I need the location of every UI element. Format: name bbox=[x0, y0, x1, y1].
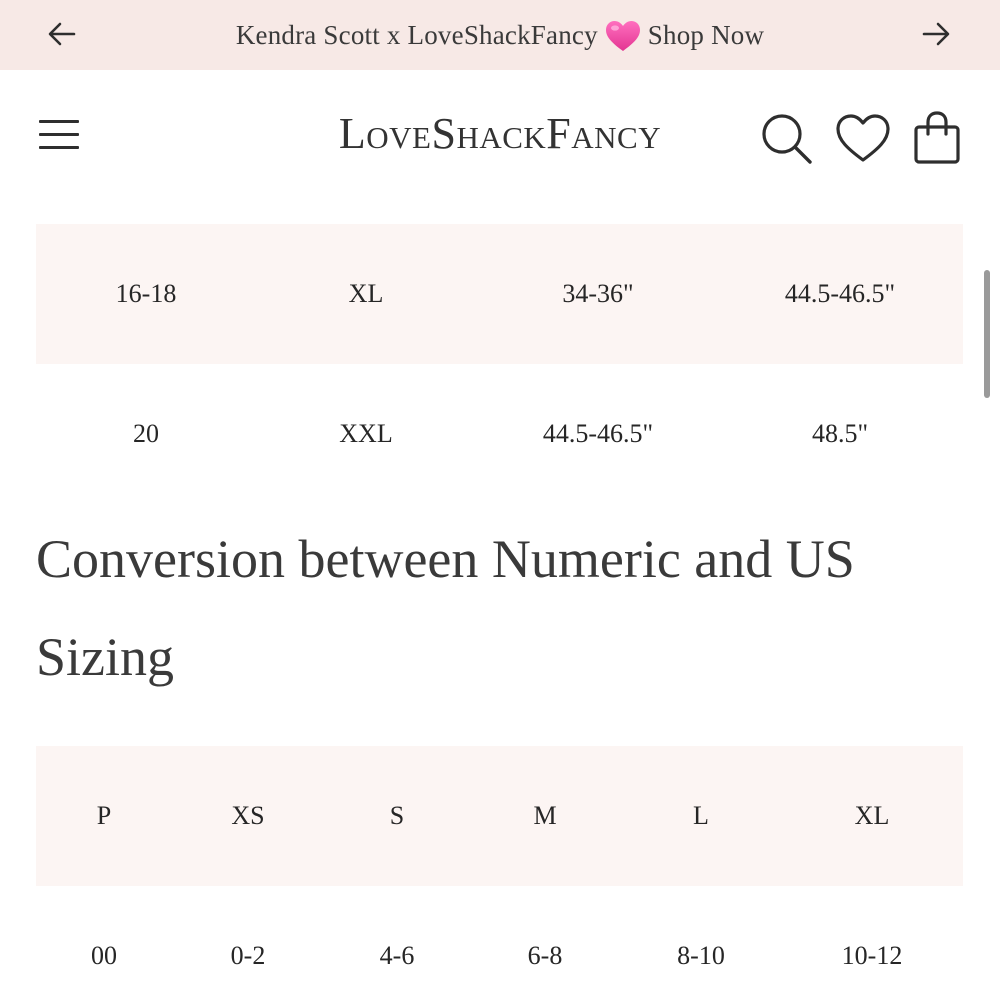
search-icon bbox=[758, 110, 816, 168]
table-row bbox=[36, 224, 963, 364]
section-title: Conversion between Numeric and US Sizing bbox=[36, 529, 855, 687]
site-header bbox=[0, 70, 1000, 210]
table-row bbox=[36, 364, 963, 504]
table-cell: 4-6 bbox=[379, 941, 415, 970]
table-cell: XL bbox=[348, 279, 384, 308]
announcement-bar bbox=[0, 0, 1000, 70]
previous-announcement-button[interactable] bbox=[42, 14, 82, 54]
wishlist-button[interactable] bbox=[834, 110, 892, 172]
announcement-link[interactable] bbox=[236, 17, 764, 53]
table-cell: 00 bbox=[91, 941, 117, 970]
table-header-row bbox=[36, 746, 963, 886]
arrow-left-icon bbox=[46, 18, 78, 50]
table-header-cell: P bbox=[96, 801, 112, 830]
scrollbar[interactable] bbox=[984, 270, 990, 398]
table-header-cell: XS bbox=[231, 801, 265, 830]
menu-icon-bar bbox=[39, 133, 79, 136]
menu-icon-bar bbox=[39, 146, 79, 149]
table-cell: 34-36" bbox=[562, 279, 634, 308]
table-cell: 8-10 bbox=[677, 941, 725, 970]
shop-now-text: Shop Now bbox=[647, 19, 765, 50]
pink-heart-icon bbox=[604, 19, 642, 53]
announcement-text: Kendra Scott x LoveShackFancy bbox=[235, 19, 598, 50]
menu-icon bbox=[39, 120, 79, 123]
table-header-cell: M bbox=[533, 801, 557, 830]
table-cell: 0-2 bbox=[230, 941, 266, 970]
next-announcement-button[interactable] bbox=[916, 14, 956, 54]
search-button[interactable] bbox=[758, 110, 816, 172]
table-header-cell: L bbox=[693, 801, 709, 830]
table-cell: 6-8 bbox=[527, 941, 563, 970]
site-logo[interactable]: LoveShackFancy bbox=[338, 109, 662, 158]
heart-icon bbox=[834, 110, 892, 168]
table-header-cell: S bbox=[389, 801, 405, 830]
menu-button[interactable] bbox=[36, 114, 82, 154]
table-cell: 48.5" bbox=[811, 419, 869, 448]
cart-button[interactable] bbox=[912, 110, 962, 170]
table-cell: 44.5-46.5" bbox=[542, 419, 654, 448]
table-header-cell: XL bbox=[854, 801, 890, 830]
table-cell: 16-18 bbox=[115, 279, 177, 308]
arrow-right-icon bbox=[920, 18, 952, 50]
bag-icon bbox=[912, 110, 962, 166]
table-cell: 10-12 bbox=[841, 941, 903, 970]
table-cell: 20 bbox=[133, 419, 159, 448]
table-cell: XXL bbox=[339, 419, 393, 448]
table-cell: 44.5-46.5" bbox=[784, 279, 896, 308]
table-row bbox=[36, 886, 963, 1000]
